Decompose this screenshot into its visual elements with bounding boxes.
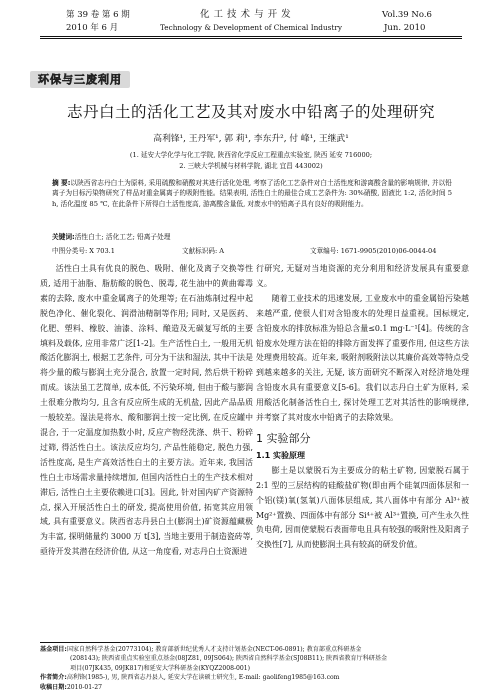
issue-date-cn: 2010 年 6 月 [66, 23, 119, 33]
body-column-right [256, 262, 469, 553]
journal-title-en: Technology & Development of Chemical Industry [160, 23, 342, 32]
body-paragraph: 行研究, 无疑对当地资源的充分利用和经济发展具有重要意义。 [256, 264, 469, 288]
abstract-text: 以陕西省志丹白土为原料, 采用硫酸和硝酸对其进行活化处理, 考察了活化工艺条件对白土活性度和游离酸含量的影响规律, 并以铅离子为目标污染物研究了样品对重金属离子的吸附性能。结果表明, 活性白土的最佳合成工艺条件为: 30%硝酸, 固液比 1:2, 活化时间 5 h, 活化温度 85 ℃, 在此条件下所得白土活性度高, 游离酸含量低, 对废水中的铅离子具有良好的吸附能力。 [52, 179, 452, 208]
article-number: 文章编号: 1671-9905(2010)06-0044-04 [310, 247, 437, 255]
section-tag: 环保与三废利用 [30, 71, 130, 88]
vol-no-en: Vol.39 No.6 [382, 10, 432, 20]
fund-line-3: 项目(07JK435, 09JK817)和延安大学科研基金(KYQZ2008-001) [70, 664, 251, 672]
journal-title-cn: 化 工 技 术 与 开 发 [200, 9, 292, 20]
header-rule-top [40, 36, 462, 37]
footnotes [40, 645, 470, 692]
affiliation-2: 2. 三峡大学机械与材料学院, 湖北 宜昌 443002) [179, 162, 323, 170]
keywords-label: 关键词: [52, 233, 75, 241]
section-heading: 1 实验部分 [256, 431, 311, 445]
issue-date-en: Jun. 2010 [384, 23, 426, 33]
body-paragraph: 活性白土具有优良的脱色、吸附、催化及离子交换等性质, 适用于油脂、脂肪酸的脱色、脱毒, 花生油中的黄曲霉毒素的去除, 废水中重金属离子的处理等; 在石油炼制过程中起脱色净化、催化裂化、润滑油精制等作用; 同时, 又是医药、化肥、塑料、橡胶、油漆、涂料、酿造及无碳复写纸的主要填料及载体, 应用非常广泛[1-2]。生产活性白土, 一般用无机酸活化膨润土, 根据工艺条件, 可分为干法和湿法, 其中干法是将少量的酸与膨润土充分混合, 放置一定时间, 然后烘干粉碎而成。该法虽工艺简单, 成本低, 不污染环境, 但由于酸与膨润土很难分散均匀, 且含有反应所生成的无机盐, 因此产品品质一般较差。湿法是将水、酸和膨润土按一定比例, 在反应罐中混合, 于一定温度加热数小时, 反应产物经洗涤、烘干、粉碎过筛, 得活性白土。该法反应均匀, 产品性能稳定, 脱色力强, 活性度高, 是生产高效活性白土的主要方法。近年来, 我国活性白土市场需求量持续增加, 但国内活性白土的生产技术相对滞后, 活性白土主要依赖进口[3]。因此, 针对国内矿产资源特点, 探入开展活性白土的研发, 提高使用价值, 拓宽其应用领域, 具有重要意义。陕西省志丹县白土(膨润土)矿资源蕴藏极为丰富, 探明储量约 3000 万 t[3], 当地主要用于制造瓷砖等, 亟待开发其潜在经济价值, 从这一角度看, 对志丹白土资源进 [40, 264, 253, 557]
fund-label: 基金项目: [40, 646, 67, 653]
footnote-rule [40, 642, 160, 643]
affiliation-1: (1. 延安大学化学与化工学院, 陕西省化学反应工程重点实验室, 陕西 延安 716000; [129, 151, 373, 159]
document-code: 文献标识码: A [182, 247, 225, 255]
header-rule-bottom [40, 38, 462, 39]
author-bio: 作者简介:高利锋(1985-), 男, 陕西省志丹县人, 延安大学在读硕士研究生, E-mail: gaolifeng1985@163.com [40, 674, 340, 682]
body-paragraph: 膨土是以蒙脱石为主要成分的粘土矿物, 因蒙脱石属于 2:1 型的三层结构的硅酸盐矿物(即由两个硅氧四面体层和一个铝(镁)氧(氢氧)八面体层组成, 其八面体中有部分 Al³⁺被 Mg²⁺置换、四面体中有部分 Si⁴⁺被 Al³⁺置换, 可产生永久性负电荷, 因而使蒙脱石表面带电且具有较强的吸附性及阳离子交换性[7], 从而使膨润土具有较高的研发价值。 [256, 465, 469, 550]
article-title: 志丹白土的活化工艺及其对废水中铅离子的处理研究 [66, 103, 435, 121]
fund-line-2: (208143); 陕西省重点实验室重点基金(08JZ81, 09JS064); 陕西省自然科学基金(SJ08B11); 陕西省教育厅科研基金 [70, 655, 388, 663]
keywords [52, 232, 452, 242]
received-label: 收稿日期: [40, 683, 67, 691]
abstract [52, 178, 452, 209]
clc-number: 中图分类号: X 703.1 [52, 247, 115, 255]
subsection-heading: 1.1 实验原理 [256, 450, 305, 460]
body-paragraph: 随着工业技术的迅速发展, 工业废水中的重金属铅污染越来越严重, 使很人们对含铅废水的处理日益重视。国标规定, 含铅废水的排放标准为铅总含量≤0.1 mg·L⁻¹[4]。传统的含铅废水处理方法在铅的排除方面发挥了重要作用, 但这些方法处理费用较高。近年来, 吸附剂吸附法以其廉价高效等特点受到越来越多的关注, 无疑, 该方面研究不断深入对经济地处理含铅废水具有重要意义[5-6]。我们以志丹白土矿为原料, 采用酸活化制备活性白土, 探讨处理工艺对其活性的影响规律, 并考察了其对废水中铅离子的去除效果。 [256, 293, 469, 423]
author-list: 高利锋¹, 王丹军¹, 郭 莉¹, 李东升², 付 峰¹, 王继武¹ [153, 134, 349, 144]
abstract-label: 摘 要: [52, 179, 71, 187]
body-column-left [40, 262, 253, 560]
volume-issue: 第 39 卷 第 6 期 [66, 10, 130, 20]
keywords-text: 活性白土; 活化工艺; 铅离子处理 [74, 233, 171, 241]
author-bio-label: 作者简介: [40, 674, 67, 682]
fund-line-1: 基金项目:国家自然科学基金(20773104); 教育部新世纪优秀人才支持计划基金(NECT-06-0891); 教育部重点科研基金 [40, 646, 362, 653]
classification-row [52, 245, 462, 255]
journal-header [0, 10, 502, 50]
received-date: 收稿日期:2010-01-27 [40, 683, 102, 691]
